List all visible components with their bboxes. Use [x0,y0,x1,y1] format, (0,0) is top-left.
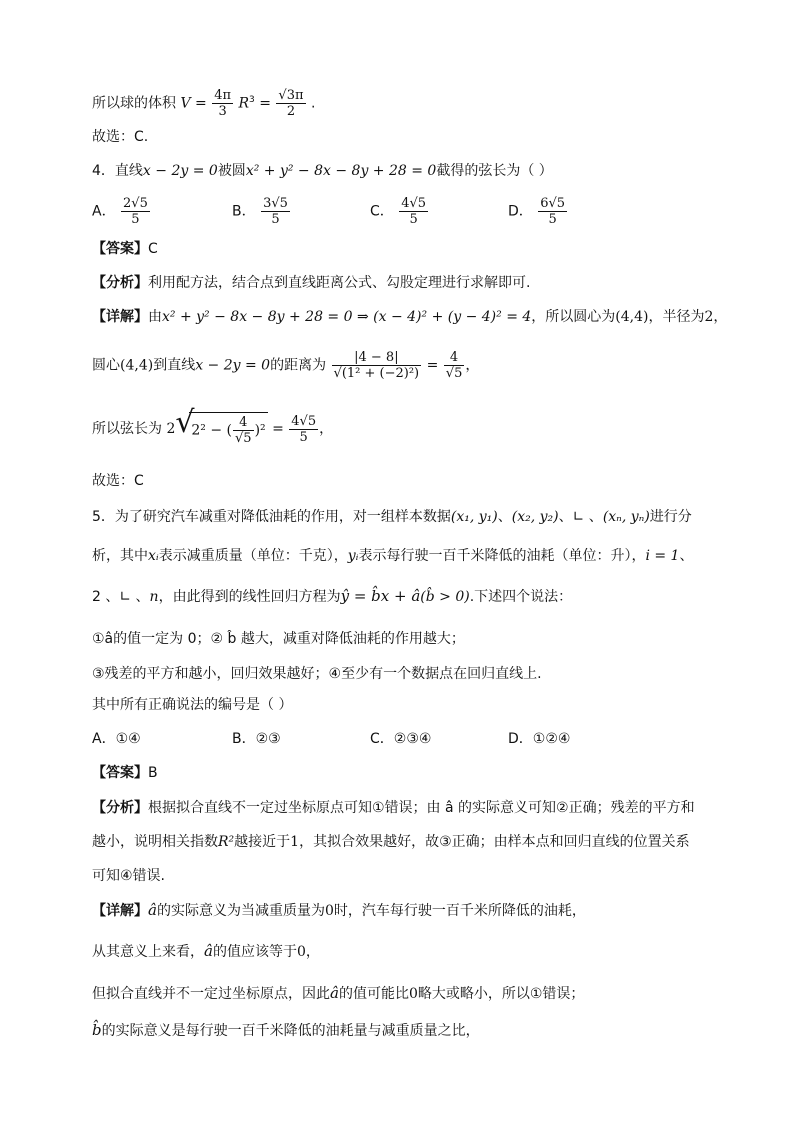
option-letter: D． [508,203,533,220]
option-value: ②③④ [393,731,432,747]
text: 、 [497,509,512,525]
math: 2 [166,421,176,437]
math: x² + y² − 8x − 8y + 28 = 0 [245,163,437,179]
q4-option-c[interactable] [370,196,429,227]
answer-value: C [148,241,158,257]
math: V = [180,95,207,112]
text: .下述四个说法： [469,589,573,605]
fraction-den: 5 [548,212,557,227]
option-letter: D． [508,731,533,747]
detail-tag: 【详解】 [92,903,148,919]
text: 2 、∟ 、 [92,589,150,605]
text: 4．直线 [92,163,143,179]
fraction [399,196,428,227]
text: 表示减重质量（单位：千克）， [158,548,348,564]
fraction [538,196,567,227]
option-value: ①②④ [532,731,571,747]
text: 被圆 [217,163,246,179]
text: . [310,95,316,112]
fraction-num: √3π [278,88,304,103]
option-letter: B． [232,203,256,220]
text: 的距离为 [270,357,327,374]
answer-tag: 【答案】 [92,241,148,257]
math: = [259,95,271,112]
q5-detail-2 [92,941,320,961]
text: 所以球的体积 [92,95,176,112]
fraction [289,414,318,445]
text: 析，其中 [92,548,148,564]
q5-analysis-2 [92,831,690,851]
text: 的值可能比 [338,986,409,1002]
math: (x₁, y₁) [450,509,498,525]
text: ， [319,421,334,437]
math: (4,4) [120,357,154,374]
math: 0 [408,986,418,1002]
text: 、 [679,548,694,564]
text: 截得的弦长为（ ） [436,163,553,179]
q5-option-b[interactable] [232,728,281,748]
math: yᵢ [347,548,359,564]
answer-value: B [148,765,158,781]
fraction-den: √5 [445,366,463,381]
text: ，半径为 [648,309,705,325]
option-value: ②③ [255,731,281,747]
q4-final: 故选：C [92,473,144,489]
q4-answer [92,238,158,258]
math: 1 [290,834,300,850]
q5-option-c[interactable] [370,728,431,748]
fraction-num: 6√5 [540,196,566,211]
math: x − 2y = 0 [195,357,271,374]
fraction-num: 4√5 [401,196,427,211]
sqrt [175,405,267,446]
q4-detail-1 [92,306,727,326]
math: (xₙ, yₙ) [602,509,650,525]
math: x − 2y = 0 [142,163,218,179]
regression-equation: ŷ = b̂x + â [340,587,421,605]
math: x² + y² − 8x − 8y + 28 = 0 ⇒ (x − 4)² + (y − 4)² = 4 [162,309,532,325]
fraction [444,350,465,381]
math: n [149,589,159,605]
text: ，所以圆心为 [531,309,616,325]
text: 的值应该等于 [212,944,297,960]
q5-stem-2 [92,545,693,565]
q4-stem [92,160,553,180]
option-letter: A． [92,731,116,747]
text: 圆心 [92,357,120,374]
fraction-den: 5 [131,212,140,227]
option-value: ①④ [115,731,141,747]
fraction [233,415,254,446]
math: â [330,984,339,1002]
option-letter: C． [370,203,394,220]
answer-tag: 【答案】 [92,765,148,781]
math: = [426,357,439,374]
q4-detail-3 [92,405,334,446]
text: 5．为了研究汽车减重对降低油耗的作用，对一组样本数据 [92,509,451,525]
text: 从其意义上来看， [92,944,204,960]
math: 0 [324,903,334,919]
q4-detail-2 [92,350,479,381]
math: xᵢ [148,548,159,564]
math: = [272,421,284,437]
fraction-num: 4 [233,415,254,431]
math: â [148,901,157,919]
math: (4,4) [615,309,649,325]
fraction-num: 2√5 [123,196,148,211]
exponent: 3 [249,94,255,105]
analysis-text: 利用配方法，结合点到直线距离公式、勾股定理进行求解即可. [148,275,531,291]
fraction-num: 4 [444,350,465,366]
text: 但拟合直线并不一定过坐标原点，因此 [92,986,330,1002]
fraction-num: 4√5 [291,413,317,429]
text: ，其拟合效果越好，故③正确；由样本点和回归直线的位置关系 [299,834,690,850]
text: ， [713,309,728,325]
text: 时，汽车每行驶一百千米所降低的油耗， [333,903,586,919]
q5-answer [92,762,158,782]
math: )² [254,422,266,439]
math: b̂ [92,1021,102,1039]
sqrt-sign: √ [175,405,195,440]
fraction-den: 2 [286,104,296,119]
fraction-num: 3√5 [263,196,288,211]
fraction-den: 5 [271,212,280,227]
fraction [261,196,290,227]
math: 2² − ( [191,422,232,439]
fraction [212,88,233,119]
fraction-den: 5 [409,212,418,227]
prev-volume-line [92,88,315,119]
q4-option-a[interactable] [92,196,151,227]
q5-detail-4 [92,1020,480,1040]
text: 、∟ 、 [558,509,603,525]
q5-statement-2: ③残差的平方和越小，回归效果越好；④至少有一个数据点在回归直线上. [92,666,542,682]
fraction-num: 4π [214,88,232,103]
math: 0 [296,944,306,960]
option-letter: A． [92,203,116,220]
math: (x₂, y₂) [511,509,559,525]
text: 所以弦长为 [92,421,162,437]
fraction [332,350,422,381]
text: ， [465,357,480,374]
math: (b̂ > 0) [420,589,470,605]
prev-answer: 故选：C. [92,129,149,145]
q5-stem-3 [92,586,572,606]
analysis-tag: 【分析】 [92,800,148,816]
math: 2 [704,309,714,325]
detail-tag: 【详解】 [92,309,148,325]
analysis-tag: 【分析】 [92,275,148,291]
option-letter: C． [370,731,394,747]
math: R² [218,834,235,850]
text: 由 [148,309,162,325]
q5-prompt: 其中所有正确说法的编号是（ ） [92,697,293,713]
math: â [204,942,213,960]
fraction-den: √(1² + (−2)²) [333,366,420,381]
fraction-den: 3 [218,104,227,119]
math: R [238,95,250,112]
q4-option-d[interactable] [508,196,568,227]
fraction [121,196,150,227]
math: i = 1 [645,548,680,564]
option-letter: B． [232,731,256,747]
analysis-text: 根据拟合直线不一定过坐标原点可知①错误；由 â 的实际意义可知②正确；残差的平方和 [148,800,695,816]
q5-option-d[interactable] [508,728,570,748]
fraction-den: √5 [235,431,252,446]
q5-detail-1 [92,900,586,920]
text: 进行分 [649,509,692,525]
q4-analysis [92,272,530,292]
text: 略大或略小，所以①错误； [417,986,585,1002]
q5-analysis-1 [92,797,695,817]
q5-detail-3 [92,983,584,1003]
q4-option-b[interactable] [232,196,291,227]
q5-statement-1: ①â的值一定为 0；② b̂ 越大，减重对降低油耗的作用越大； [92,631,465,647]
q5-stem-1 [92,506,692,526]
fraction-num: |4 − 8| [332,350,422,366]
text: 越小，说明相关指数 [92,834,218,850]
text: ，由此得到的线性回归方程为 [158,589,341,605]
text: 的实际意义是每行驶一百千米降低的油耗量与减重质量之比， [101,1023,480,1039]
q5-option-a[interactable] [92,728,141,748]
fraction-den: 5 [299,429,308,445]
text: 表示每行驶一百千米降低的油耗（单位：升）， [358,548,646,564]
text: 的实际意义为当减重质量为 [156,903,325,919]
fraction [276,88,305,119]
sqrt-radicand [189,412,267,446]
text: 到直线 [153,357,196,374]
q5-analysis-3: 可知④错误. [92,868,166,884]
text: 越接近于 [234,834,291,850]
text: ， [305,944,320,960]
